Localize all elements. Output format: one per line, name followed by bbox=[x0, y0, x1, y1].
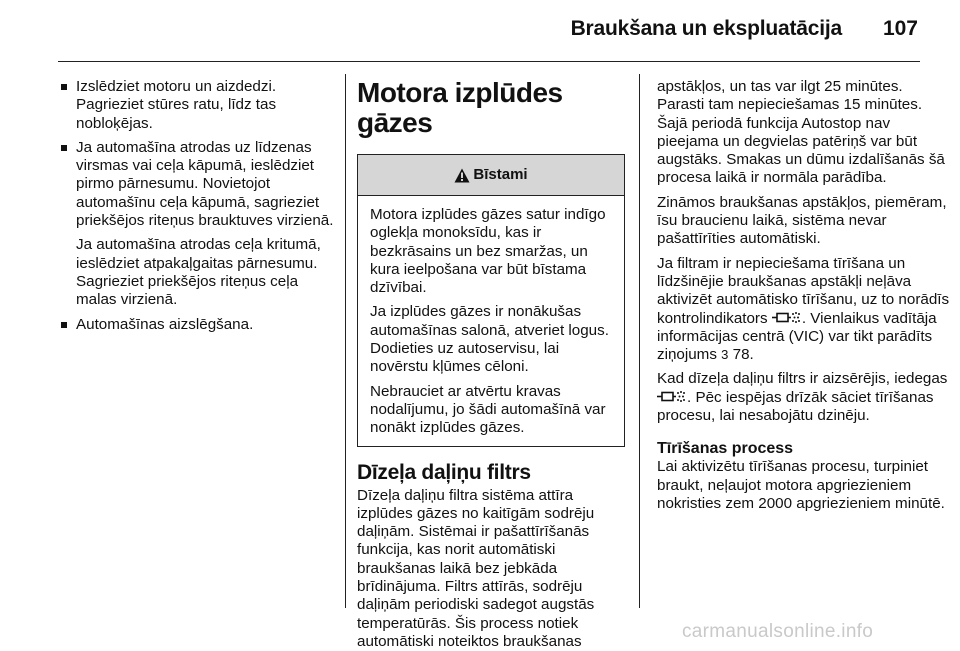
body-paragraph bbox=[657, 255, 951, 365]
column-right bbox=[657, 78, 951, 513]
body-paragraph: Zināmos braukšanas apstākļos, piemēram, īsu braucienu laikā, sistēma nevar pašattīrīties automātiski. bbox=[657, 193, 947, 248]
column-left bbox=[60, 78, 342, 340]
column-divider-right bbox=[639, 74, 640, 608]
warning-header bbox=[358, 155, 624, 196]
diesel-particle-filter-icon bbox=[772, 311, 802, 324]
body-paragraph: apstākļos, un tas var ilgt 25 minūtes. Parasti tam nepieciešamas 15 minūtes. Šajā periodā funkcija Autostop nav pieejama un degvielas patēriņš var būt augstāks. Smakas un dūmu izdalīšanās šā procesa laikā ir normāla parādība. bbox=[657, 78, 945, 187]
bullet-item: Ja automašīna atrodas uz līdzenas virsmas vai ceļa kāpumā, ieslēdziet pirmo pārnesumu. Novietojot automašīnu ceļa kāpumā, sagrieziet priekšējos riteņus brauktuves virzienā. bbox=[60, 139, 342, 230]
page-reference-arrow: 3 bbox=[721, 347, 729, 363]
subsection-heading: Tīrīšanas process bbox=[657, 440, 794, 458]
watermark: carmanualsonline.info bbox=[682, 621, 874, 642]
column-middle bbox=[357, 78, 627, 651]
indented-paragraph: Ja automašīna atrodas ceļa kritumā, ieslēdziet atpakaļgaitas pārnesumu. Sagrieziet priekšējos riteņus ceļa malas virzienā. bbox=[76, 236, 321, 309]
column-divider-left bbox=[345, 74, 346, 608]
header-divider bbox=[58, 61, 920, 62]
text-fragment: . Vienlaikus vadītāja informācijas centrā (VIC) var tikt parādīts ziņojums bbox=[657, 309, 937, 364]
warning-paragraph: Nebrauciet ar atvērtu kravas nodalījumu, jo šādi automašīnā var nonākt izplūdes gāzes. bbox=[370, 382, 606, 437]
page-reference: 78. bbox=[732, 346, 754, 364]
bullet-item: Automašīnas aizslēgšana. bbox=[60, 316, 342, 334]
body-paragraph: Lai aktivizētu tīrīšanas procesu, turpiniet braukt, neļaujot motora apgriezieniem nokristies zem 2000 apgriezieniem minūtē. bbox=[657, 458, 945, 512]
warning-paragraph: Ja izplūdes gāzes ir nonākušas automašīnas salonā, atveriet logus. Dodieties uz autoservisu, lai novērstu kļūmes cēloni. bbox=[370, 303, 609, 376]
warning-box bbox=[357, 154, 625, 447]
section-heading: Motora izplūdes gāzes bbox=[357, 77, 563, 138]
warning-body bbox=[358, 196, 624, 446]
body-paragraph: Dīzeļa daļiņu filtra sistēma attīra izplūdes gāzes no kaitīgām sodrēju daļiņām. Sistēmai ir pašattīrīšanās funkcija, kas norit automātiski braukšanas laikā bez jebkāda brīdinājuma. Filtrs attīrās, sodrēju daļiņām periodiski sadegot augstās temperatūrās. Šis process notiek automātiski noteiktos braukšanas bbox=[357, 486, 595, 650]
text-fragment: Kad dīzeļa daļiņu filtrs ir aizsērējis, iedegas bbox=[657, 370, 948, 388]
warning-triangle-icon bbox=[454, 168, 470, 183]
text-fragment: . Pēc iespējas drīzāk sāciet tīrīšanas procesu, lai nesabojātu dzinēju. bbox=[657, 388, 934, 425]
body-paragraph bbox=[657, 370, 951, 425]
page-header-title: Braukšana un ekspluatācija bbox=[570, 17, 842, 40]
warning-title: Bīstami bbox=[473, 165, 528, 183]
bullet-item: Izslēdziet motoru un aizdedzi. Pagrieziet stūres ratu, līdz tas nobloķējas. bbox=[60, 78, 342, 133]
page-number: 107 bbox=[882, 17, 918, 40]
warning-paragraph: Motora izplūdes gāzes satur indīgo oglekļa monoksīdu, kas ir bezkrāsains un bez smaržas, un kura ieelpošana var būt bīstama dzīvībai. bbox=[370, 206, 606, 297]
text-fragment: Ja filtram ir nepieciešama tīrīšana un līdzšinējie braukšanas apstākļi neļāva aktivizēt automātisko tīrīšanu, uz to norādīs kontrolindikators bbox=[657, 254, 950, 327]
diesel-particle-filter-icon bbox=[657, 390, 687, 403]
subsection-heading: Dīzeļa daļiņu filtrs bbox=[357, 460, 531, 484]
